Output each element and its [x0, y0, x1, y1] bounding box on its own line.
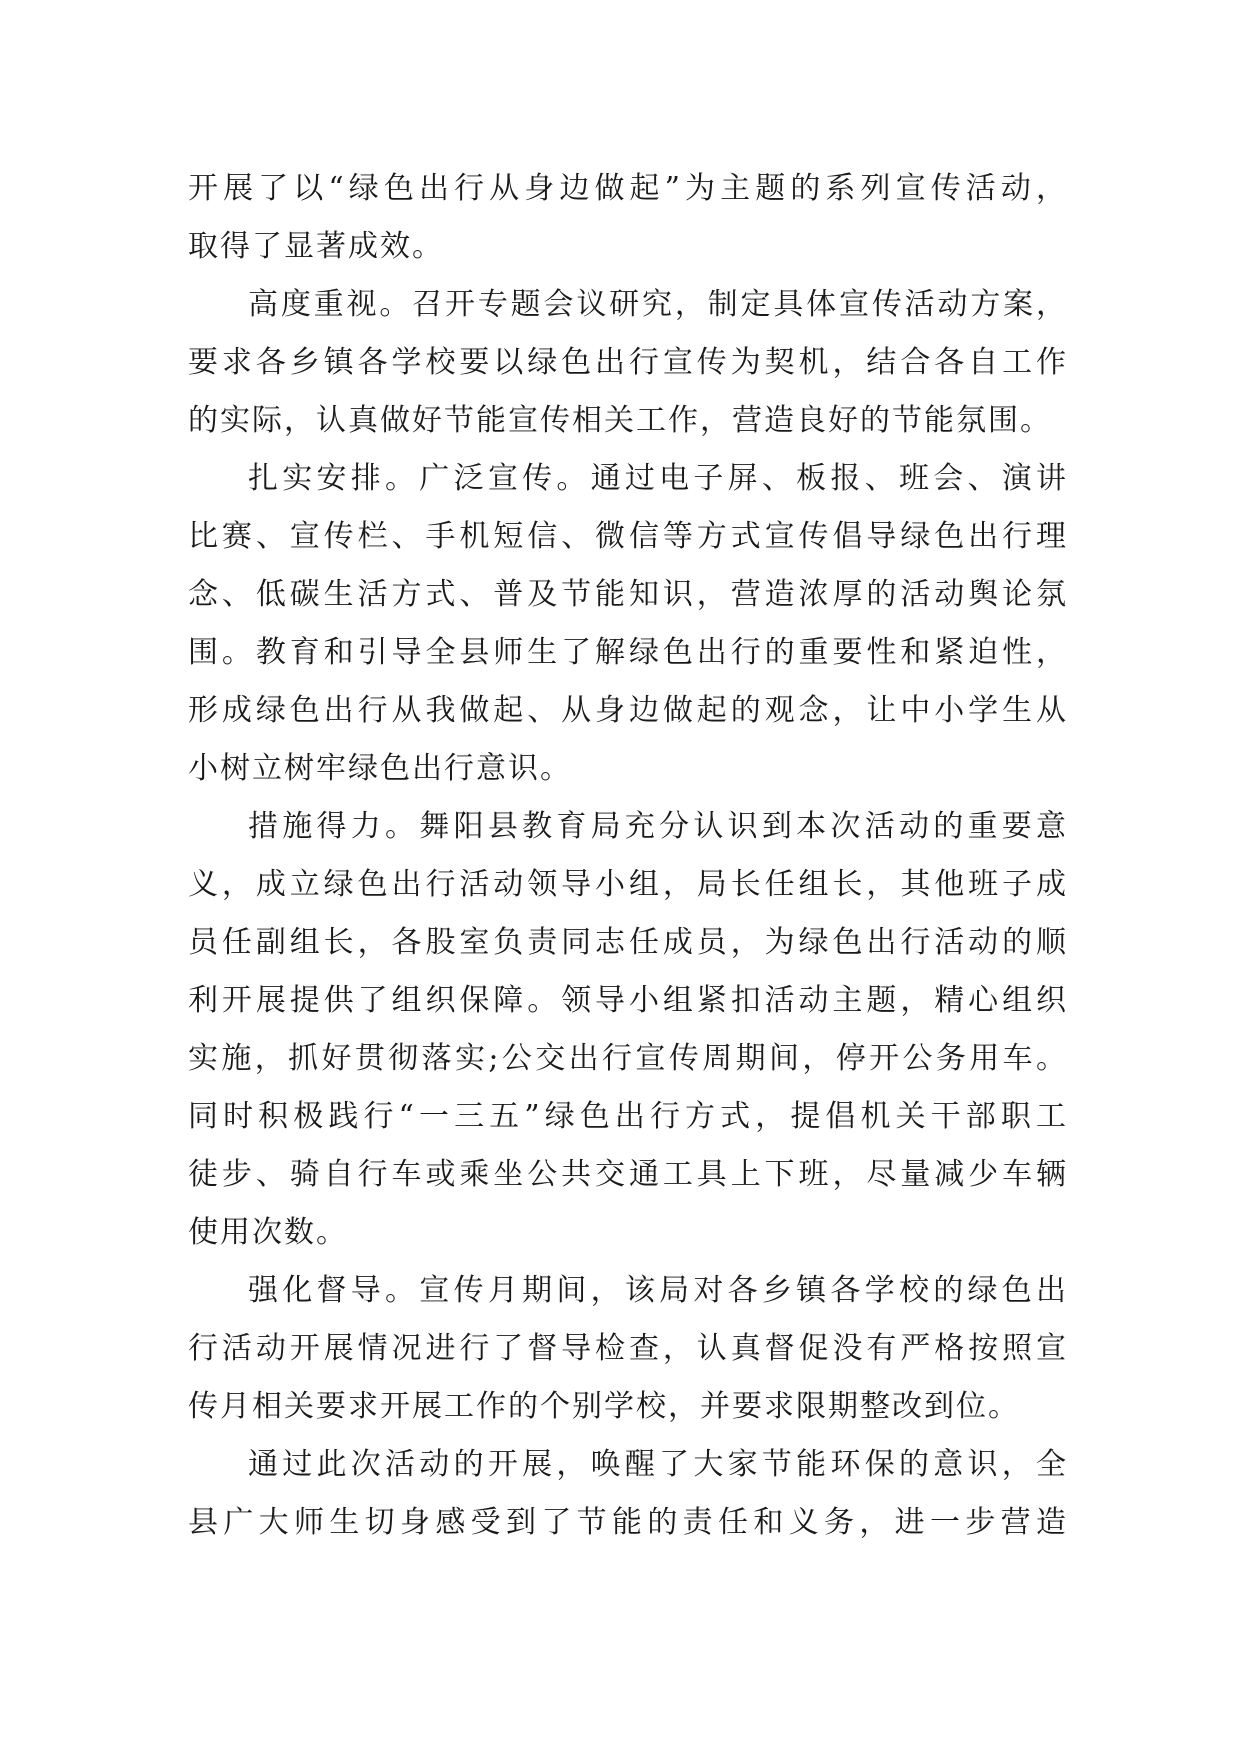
- text-line: 念、低碳生活方式、普及节能知识，营造浓厚的活动舆论氛: [188, 577, 1068, 612]
- text-line: 高度重视。召开专题会议研究，制定具体宣传活动方案，: [248, 287, 1068, 322]
- text-line: 使用次数。: [188, 1215, 348, 1250]
- paragraph: [188, 276, 1068, 450]
- text-line: 通过此次活动的开展，唤醒了大家节能环保的意识，全: [248, 1447, 1068, 1482]
- paragraph: [188, 1262, 1068, 1436]
- text-line: 传月相关要求开展工作的个别学校，并要求限期整改到位。: [188, 1389, 1020, 1424]
- body-text: [188, 160, 1068, 1552]
- text-line: 行活动开展情况进行了督导检查，认真督促没有严格按照宣: [188, 1331, 1068, 1366]
- text-line: 利开展提供了组织保障。领导小组紧扣活动主题，精心组织: [188, 983, 1068, 1018]
- text-line: 取得了显著成效。: [188, 229, 444, 264]
- paragraph: [188, 160, 1068, 276]
- text-line: 实施，抓好贯彻落实;公交出行宣传周期间，停开公务用车。: [188, 1041, 1068, 1076]
- text-line: 形成绿色出行从我做起、从身边做起的观念，让中小学生从: [188, 693, 1068, 728]
- paragraph: [188, 798, 1068, 1262]
- text-line: 小树立树牢绿色出行意识。: [188, 751, 572, 786]
- text-line: 强化督导。宣传月期间，该局对各乡镇各学校的绿色出: [248, 1273, 1068, 1308]
- text-line: 义，成立绿色出行活动领导小组，局长任组长，其他班子成: [188, 867, 1068, 902]
- text-line: 围。教育和引导全县师生了解绿色出行的重要性和紧迫性，: [188, 635, 1068, 670]
- text-line: 扎实安排。广泛宣传。通过电子屏、板报、班会、演讲: [248, 461, 1068, 496]
- paragraph: [188, 450, 1068, 798]
- text-line: 比赛、宣传栏、手机短信、微信等方式宣传倡导绿色出行理: [188, 519, 1068, 554]
- text-line: 县广大师生切身感受到了节能的责任和义务，进一步营造: [188, 1505, 1068, 1540]
- text-line: 的实际，认真做好节能宣传相关工作，营造良好的节能氛围。: [188, 403, 1052, 438]
- text-line: 措施得力。舞阳县教育局充分认识到本次活动的重要意: [248, 809, 1068, 844]
- text-line: 同时积极践行“一三五”绿色出行方式，提倡机关干部职工: [188, 1099, 1068, 1134]
- text-line: 开展了以“绿色出行从身边做起”为主题的系列宣传活动，: [188, 171, 1068, 206]
- text-line: 要求各乡镇各学校要以绿色出行宣传为契机，结合各自工作: [188, 345, 1068, 380]
- paragraph: [188, 1436, 1068, 1552]
- text-line: 员任副组长，各股室负责同志任成员，为绿色出行活动的顺: [188, 925, 1068, 960]
- text-line: 徒步、骑自行车或乘坐公共交通工具上下班，尽量减少车辆: [188, 1157, 1068, 1192]
